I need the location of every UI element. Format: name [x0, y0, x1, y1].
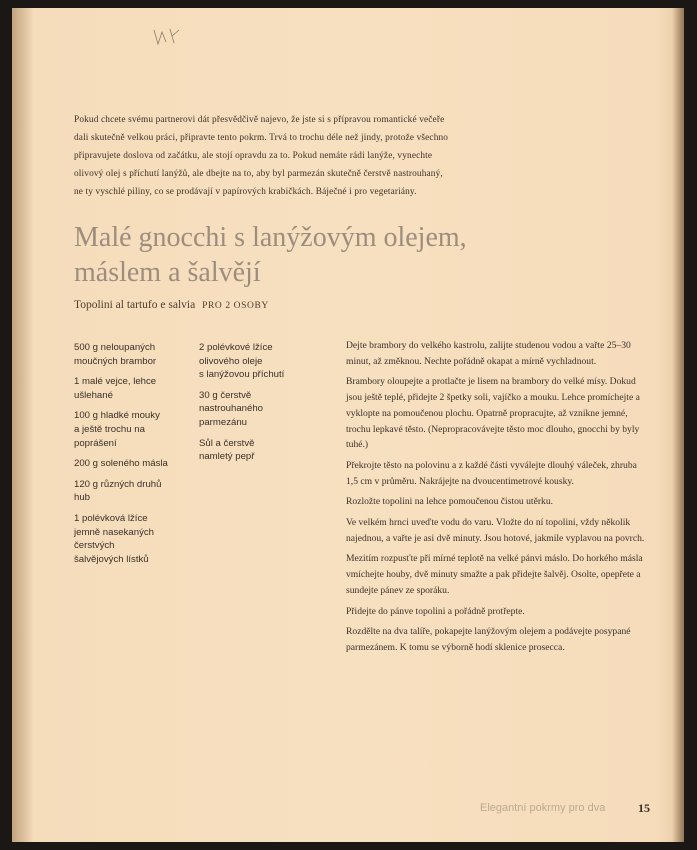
- ingredient: 100 g hladké mouky a ještě trochu na poprášení: [74, 410, 160, 449]
- intro-line: dali skutečně velkou práci, připravte tento pokrm. Trvá to trochu déle než jindy, protože všechno: [74, 133, 449, 143]
- method-step: Překrojte těsto na polovinu a z každé části vyválejte dlouhý váleček, zhruba 1,5 cm v průměru. Nakrájejte na dvoucentimetrové kousky.: [346, 459, 637, 487]
- recipe-subtitle: [74, 299, 269, 311]
- ingredients-column-2: [199, 341, 329, 471]
- title-line-1: Malé gnocchi s lanýžovým olejem,: [74, 222, 467, 253]
- gutter-shadow: [12, 8, 34, 842]
- page-edge-shadow: [672, 8, 684, 842]
- method-step: Mezitím rozpusťte při mírné teplotě na velké pánvi máslo. Do horkého másla vmíchejte houby, dvě minuty smažte a pak přidejte šalvěj. Osolte, opepřete a sundejte pánev ze sporáku.: [346, 553, 643, 596]
- ingredients-column-1: [74, 341, 194, 573]
- method-steps: [346, 338, 646, 661]
- ingredient: 120 g různých druhů hub: [74, 478, 162, 504]
- ingredient: 2 polévkové lžíce olivového oleje s lanýžovou příchutí: [199, 342, 285, 381]
- italian-name: Topolini al tartufo e salvia: [74, 299, 196, 311]
- ingredient: 500 g neloupaných moučných brambor: [74, 342, 157, 367]
- method-step: Rozdělte na dva talíře, pokapejte lanýžovým olejem a podávejte posypané parmezánem. K tomu se výborně hodí sklenice prosecca.: [346, 626, 631, 653]
- ingredient: 1 malé vejce, lehce ušlehané: [74, 376, 157, 401]
- intro-line: olivový olej s příchutí lanýžů, ale dbejte na to, aby byl parmezán skutečně čerstvě nastrouhaný,: [74, 169, 443, 179]
- intro-line: Pokud chcete svému partnerovi dát přesvědčivě najevo, že jste si s přípravou romantické večeře: [74, 115, 445, 125]
- intro-paragraph: [74, 111, 504, 201]
- recipe-title: [74, 220, 544, 290]
- method-step: Ve velkém hrnci uveďte vodu do varu. Vložte do ní topolini, vždy několik najednou, a vařte je asi dvě minuty. Jsou hotové, jakmile vyplavou na povrch.: [346, 517, 645, 544]
- title-line-2: máslem a šalvějí: [74, 257, 261, 288]
- method-step: Přidejte do pánve topolini a pořádně protřepte.: [346, 605, 525, 617]
- method-step: Rozložte topolini na lehce pomoučenou čistou utěrku.: [346, 496, 554, 508]
- intro-line: ne ty vyschlé piliny, co se prodávají v papírových krabičkách. Báječné i pro vegetariány.: [74, 187, 417, 197]
- page-number: 15: [638, 801, 650, 815]
- ingredient: 30 g čerstvě nastrouhaného parmezánu: [199, 389, 264, 428]
- ingredient: Sůl a čerstvě namletý pepř: [199, 437, 255, 463]
- portions-label: PRO 2 OSOBY: [202, 301, 269, 311]
- ingredient: 200 g soleného másla: [74, 458, 168, 470]
- ingredient: 1 polévková lžíce jemně nasekaných čerstvých šalvějových lístků: [74, 512, 154, 565]
- pencil-mark-icon: [152, 26, 182, 48]
- chapter-footer: Elegantní pokrmy pro dva: [480, 802, 606, 814]
- intro-line: připravujete doslova od začátku, ale stojí opravdu za to. Pokud nemáte rádi lanýže, vynechte: [74, 151, 433, 161]
- book-page: [12, 8, 684, 842]
- method-step: Brambory oloupejte a protlačte je lisem na brambory do velké mísy. Dokud jsou ještě teplé, přidejte 2 špetky soli, vajíčko a mouku. Lehce promíchejte a vyklopte na pomoučenou plochu. Opatrně propracujte, až vznikne jemné, trochu lepkavé těsto. (Nepropracovávejte těsto moc dlouho, gnocchi by byly tuhé.): [346, 376, 640, 451]
- method-step: Dejte brambory do velkého kastrolu, zalijte studenou vodou a vařte 25–30 minut, až změknou. Nechte pořádně okapat a mírně vychladnout.: [346, 340, 631, 367]
